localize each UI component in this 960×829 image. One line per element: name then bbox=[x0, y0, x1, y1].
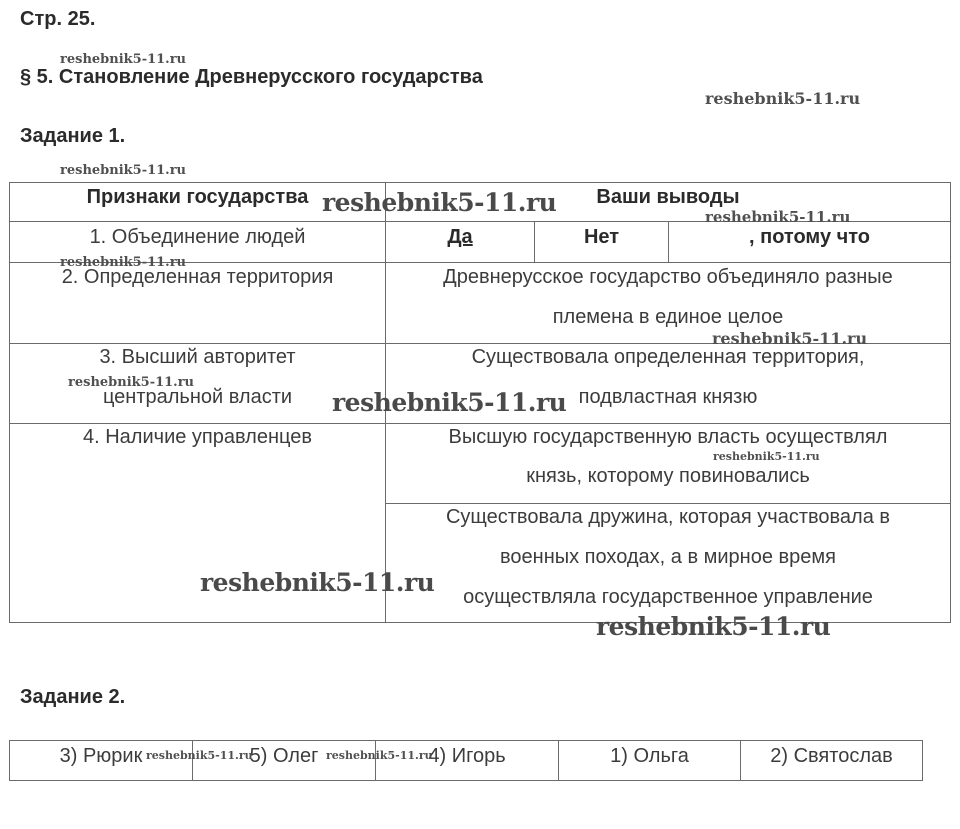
ruler-rurik: 3) Рюрик bbox=[59, 745, 143, 767]
watermark: reshebnik5-11.ru bbox=[713, 450, 820, 463]
section-title: § 5. Становление Древнерусского государства bbox=[20, 66, 483, 88]
watermark: reshebnik5-11.ru bbox=[596, 612, 831, 641]
watermark: reshebnik5-11.ru bbox=[705, 208, 851, 226]
watermark: reshebnik5-11.ru bbox=[60, 52, 187, 67]
conclusion-4-line3: осуществляла государственное управление bbox=[463, 586, 873, 608]
conclusion-2-line1: Существовала определенная территория, bbox=[471, 346, 865, 368]
t2-border-right bbox=[922, 740, 923, 781]
conclusion-1-line2: племена в единое целое bbox=[552, 306, 784, 328]
ruler-oleg: 5) Олег bbox=[249, 745, 319, 767]
answer-yes: Да bbox=[447, 226, 473, 248]
sign-2: 2. Определенная территория bbox=[61, 266, 334, 288]
watermark: reshebnik5-11.ru bbox=[146, 749, 253, 762]
watermark: reshebnik5-11.ru bbox=[60, 255, 187, 270]
ruler-olga: 1) Ольга bbox=[610, 745, 689, 767]
ruler-igor: 4) Игорь bbox=[428, 745, 506, 767]
conclusion-1-line1: Древнерусское государство объединяло разные bbox=[443, 266, 893, 288]
task1-title: Задание 1. bbox=[20, 125, 126, 147]
watermark: reshebnik5-11.ru bbox=[68, 375, 195, 390]
watermark: reshebnik5-11.ru bbox=[200, 568, 435, 597]
table-border-right bbox=[950, 182, 951, 623]
conclusion-4-line2: военных походах, а в мирное время bbox=[500, 546, 836, 568]
sign-3-line2: центральной власти bbox=[102, 386, 293, 408]
watermark: reshebnik5-11.ru bbox=[705, 89, 861, 108]
header-conclusions: Ваши выводы bbox=[596, 186, 740, 208]
header-signs: Признаки государства bbox=[86, 186, 309, 208]
t2-border-bottom bbox=[9, 780, 923, 781]
watermark: reshebnik5-11.ru bbox=[322, 188, 557, 217]
watermark: reshebnik5-11.ru bbox=[326, 749, 433, 762]
page-label: Стр. 25. bbox=[20, 8, 96, 30]
sign-1: 1. Объединение людей bbox=[89, 226, 306, 248]
answer-because: , потому что bbox=[749, 226, 870, 248]
task2-title: Задание 2. bbox=[20, 686, 126, 708]
watermark: reshebnik5-11.ru bbox=[60, 163, 187, 178]
sign-4: 4. Наличие управленцев bbox=[83, 426, 312, 448]
watermark: reshebnik5-11.ru bbox=[712, 329, 868, 348]
conclusion-4-line1: Существовала дружина, которая участвовала в bbox=[445, 506, 891, 528]
answer-no: Нет bbox=[583, 226, 620, 248]
conclusion-3-line2: князь, которому повиновались bbox=[526, 465, 810, 487]
watermark: reshebnik5-11.ru bbox=[332, 388, 567, 417]
ruler-svyatoslav: 2) Святослав bbox=[770, 745, 893, 767]
conclusion-3-line1: Высшую государственную власть осуществлял bbox=[448, 426, 888, 448]
conclusion-2-line2: подвластная князю bbox=[578, 386, 758, 408]
sign-3-line1: 3. Высший авторитет bbox=[99, 346, 296, 368]
